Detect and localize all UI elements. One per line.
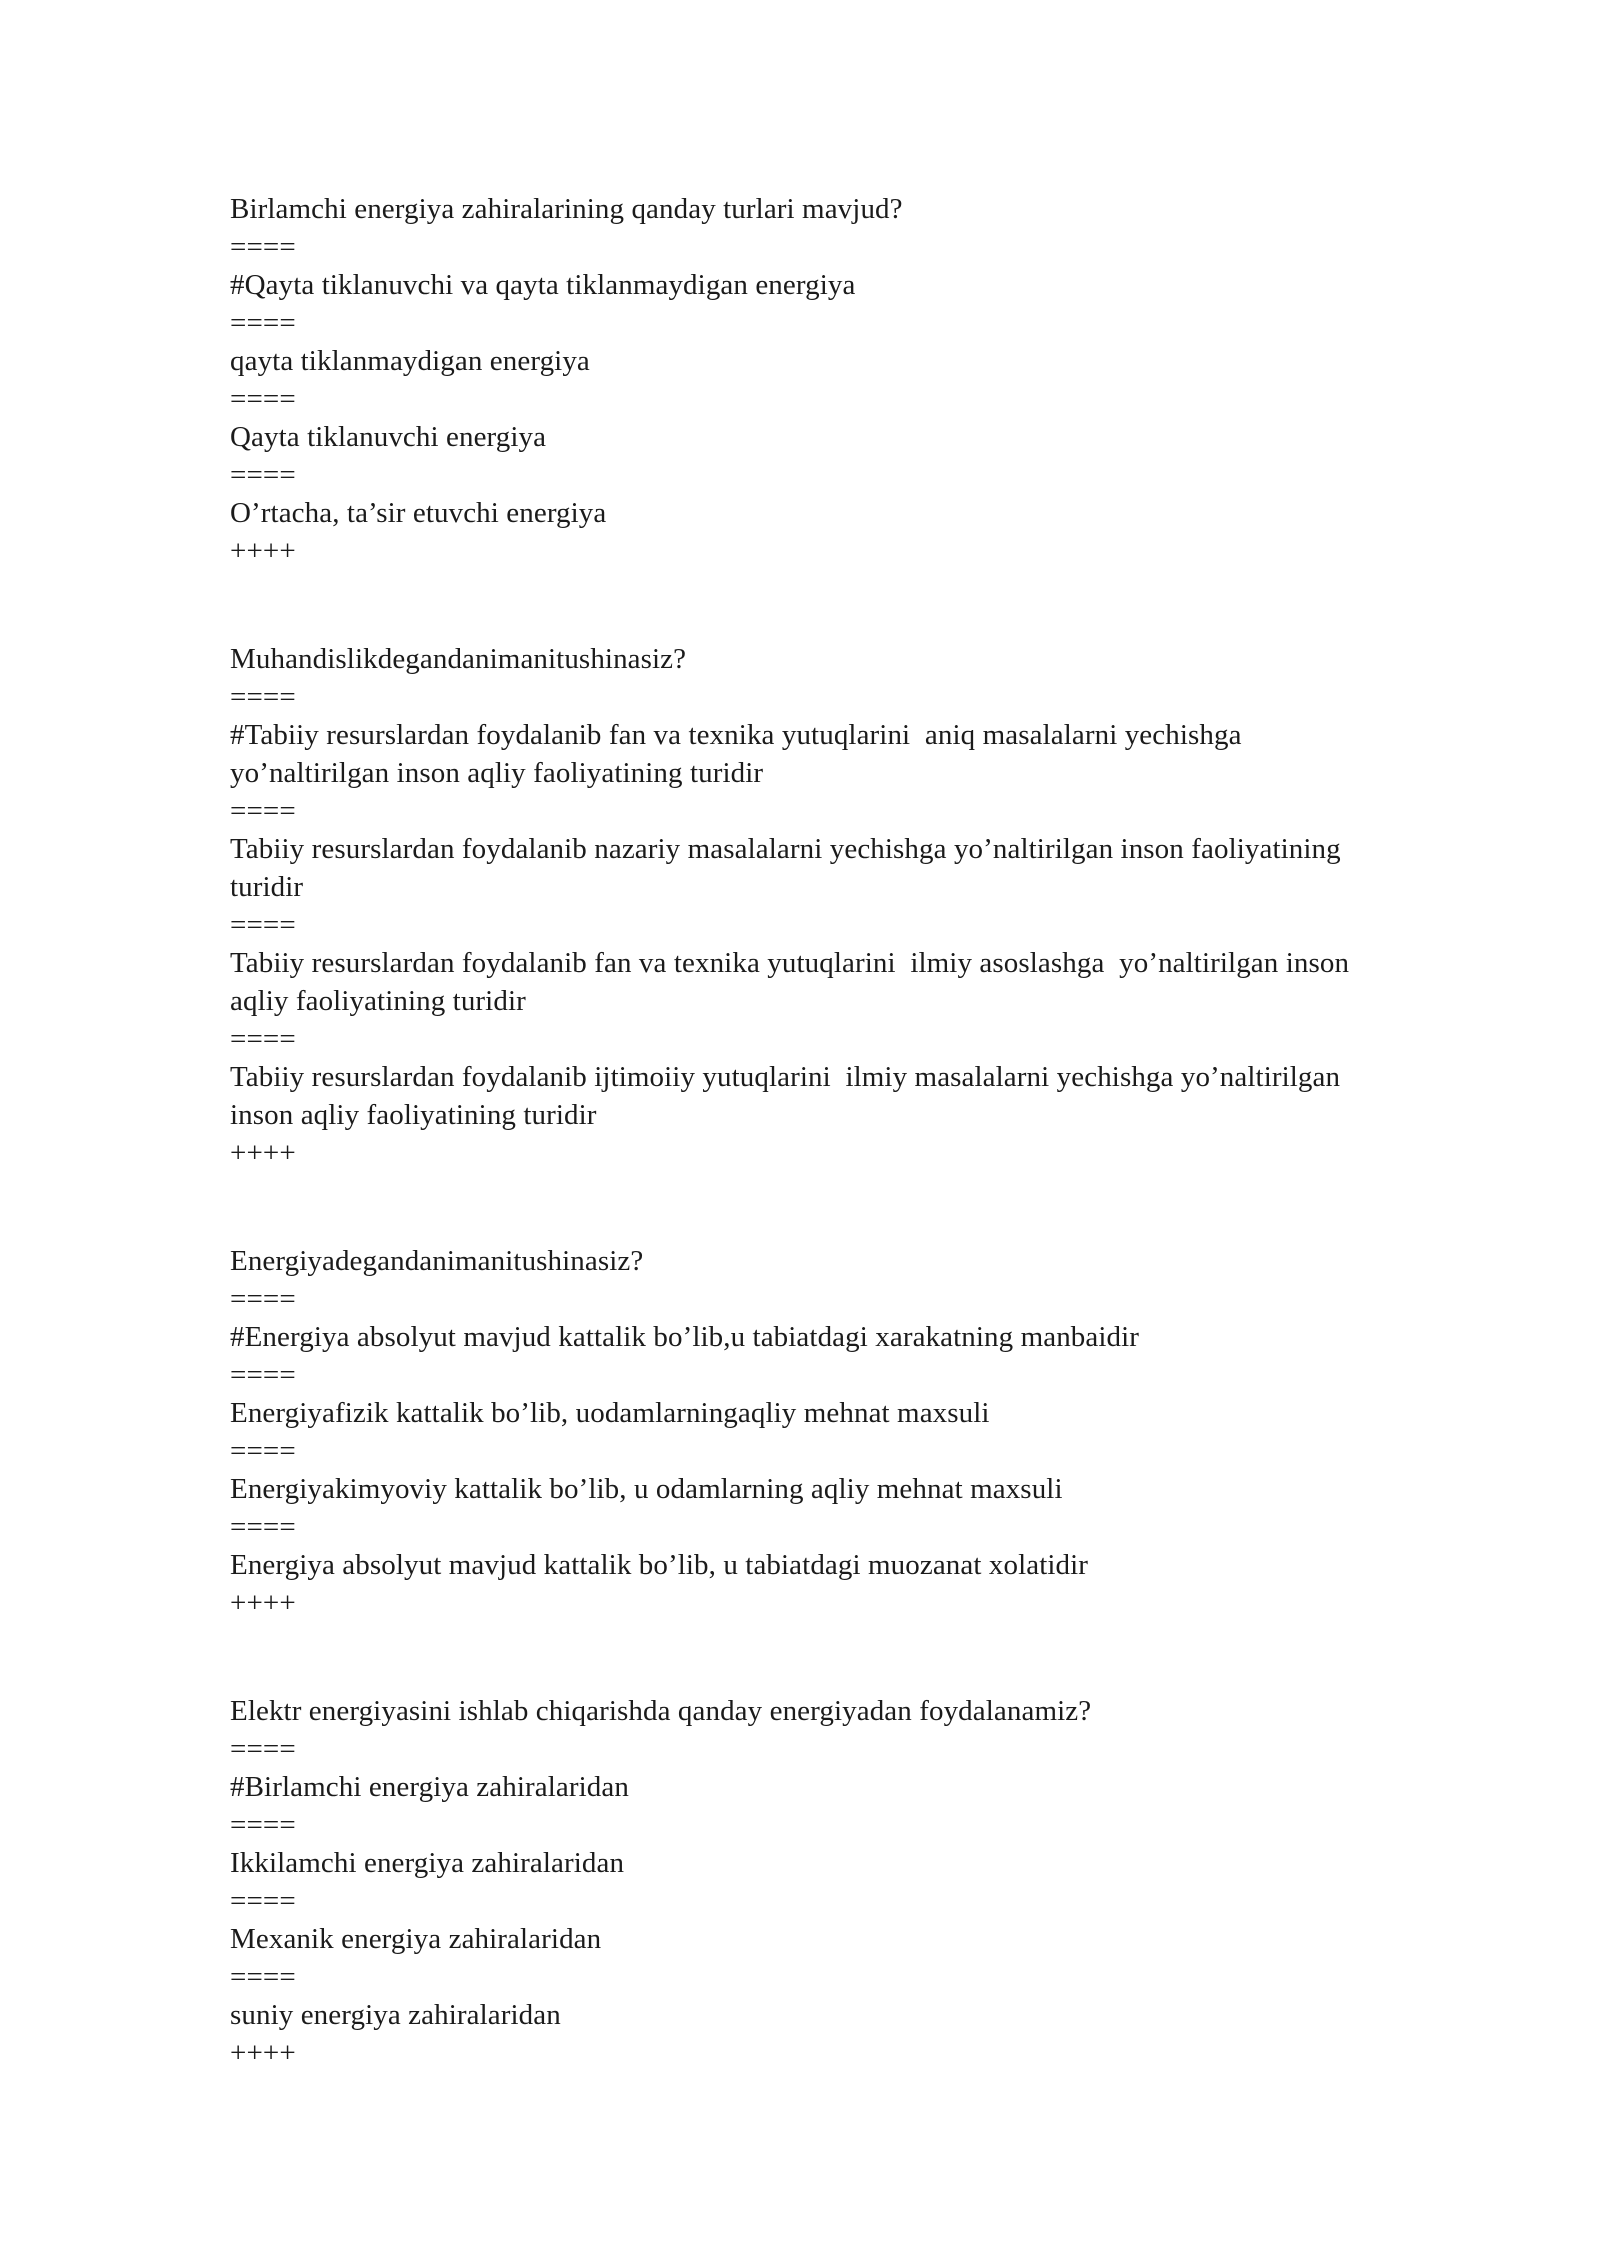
separator: ====: [230, 1283, 296, 1315]
question-block-2: [230, 640, 1470, 1172]
separator: ====: [230, 459, 296, 491]
answer-line: O’rtacha, ta’sir etuvchi energiya: [230, 497, 607, 529]
question-text: Muhandislikdegandanimanitushinasiz?: [230, 643, 687, 675]
question-text: Birlamchi energiya zahiralarining qanday turlari mavjud?: [230, 193, 903, 225]
separator: ====: [230, 383, 296, 415]
separator: ====: [230, 1359, 296, 1391]
separator: ====: [230, 307, 296, 339]
question-block-4: [230, 1692, 1470, 2072]
separator: ====: [230, 795, 296, 827]
answer-line: Tabiiy resurslardan foydalanib ijtimoiiy yutuqlarini ilmiy masalalarni yechishga yo’naltirilgan: [230, 1061, 1341, 1093]
separator: ====: [230, 681, 296, 713]
answer-line: Energiyafizik kattalik bo’lib, uodamlarningaqliy mehnat maxsuli: [230, 1397, 990, 1429]
separator: ====: [230, 1733, 296, 1765]
answer-line: Tabiiy resurslardan foydalanib nazariy masalalarni yechishga yo’naltirilgan inson faoliyatining: [230, 833, 1341, 865]
separator: ====: [230, 1023, 296, 1055]
separator: ====: [230, 1961, 296, 1993]
answer-line: turidir: [230, 871, 304, 903]
answer-line: suniy energiya zahiralaridan: [230, 1999, 561, 2031]
end-marker: ++++: [230, 1137, 296, 1169]
answer-line: #Birlamchi energiya zahiralaridan: [230, 1771, 629, 1803]
question-block-1: [230, 190, 1470, 570]
end-marker: ++++: [230, 2037, 296, 2069]
answer-line: qayta tiklanmaydigan energiya: [230, 345, 590, 377]
answer-line: Qayta tiklanuvchi energiya: [230, 421, 547, 453]
answer-line: inson aqliy faoliyatining turidir: [230, 1099, 597, 1131]
separator: ====: [230, 1511, 296, 1543]
answer-line: Tabiiy resurslardan foydalanib fan va texnika yutuqlarini ilmiy asoslashga yo’naltirilgan inson: [230, 947, 1350, 979]
end-marker: ++++: [230, 1587, 296, 1619]
separator: ====: [230, 231, 296, 263]
answer-line: #Energiya absolyut mavjud kattalik bo’lib,u tabiatdagi xarakatning manbaidir: [230, 1321, 1140, 1353]
answer-line: Ikkilamchi energiya zahiralaridan: [230, 1847, 625, 1879]
question-text: Energiyadegandanimanitushinasiz?: [230, 1245, 644, 1277]
answer-line: #Tabiiy resurslardan foydalanib fan va texnika yutuqlarini aniq masalalarni yechishga: [230, 719, 1242, 751]
answer-line: Energiyakimyoviy kattalik bo’lib, u odamlarning aqliy mehnat maxsuli: [230, 1473, 1063, 1505]
answer-line: aqliy faoliyatining turidir: [230, 985, 526, 1017]
answer-line: yo’naltirilgan inson aqliy faoliyatining turidir: [230, 757, 764, 789]
end-marker: ++++: [230, 535, 296, 567]
separator: ====: [230, 1435, 296, 1467]
question-text: Elektr energiyasini ishlab chiqarishda qanday energiyadan foydalanamiz?: [230, 1695, 1092, 1727]
separator: ====: [230, 1885, 296, 1917]
answer-line: #Qayta tiklanuvchi va qayta tiklanmaydigan energiya: [230, 269, 856, 301]
separator: ====: [230, 909, 296, 941]
question-block-3: [230, 1242, 1470, 1622]
separator: ====: [230, 1809, 296, 1841]
answer-line: Energiya absolyut mavjud kattalik bo’lib, u tabiatdagi muozanat xolatidir: [230, 1549, 1089, 1581]
question-blocks: [230, 190, 1470, 2072]
answer-line: Mexanik energiya zahiralaridan: [230, 1923, 602, 1955]
